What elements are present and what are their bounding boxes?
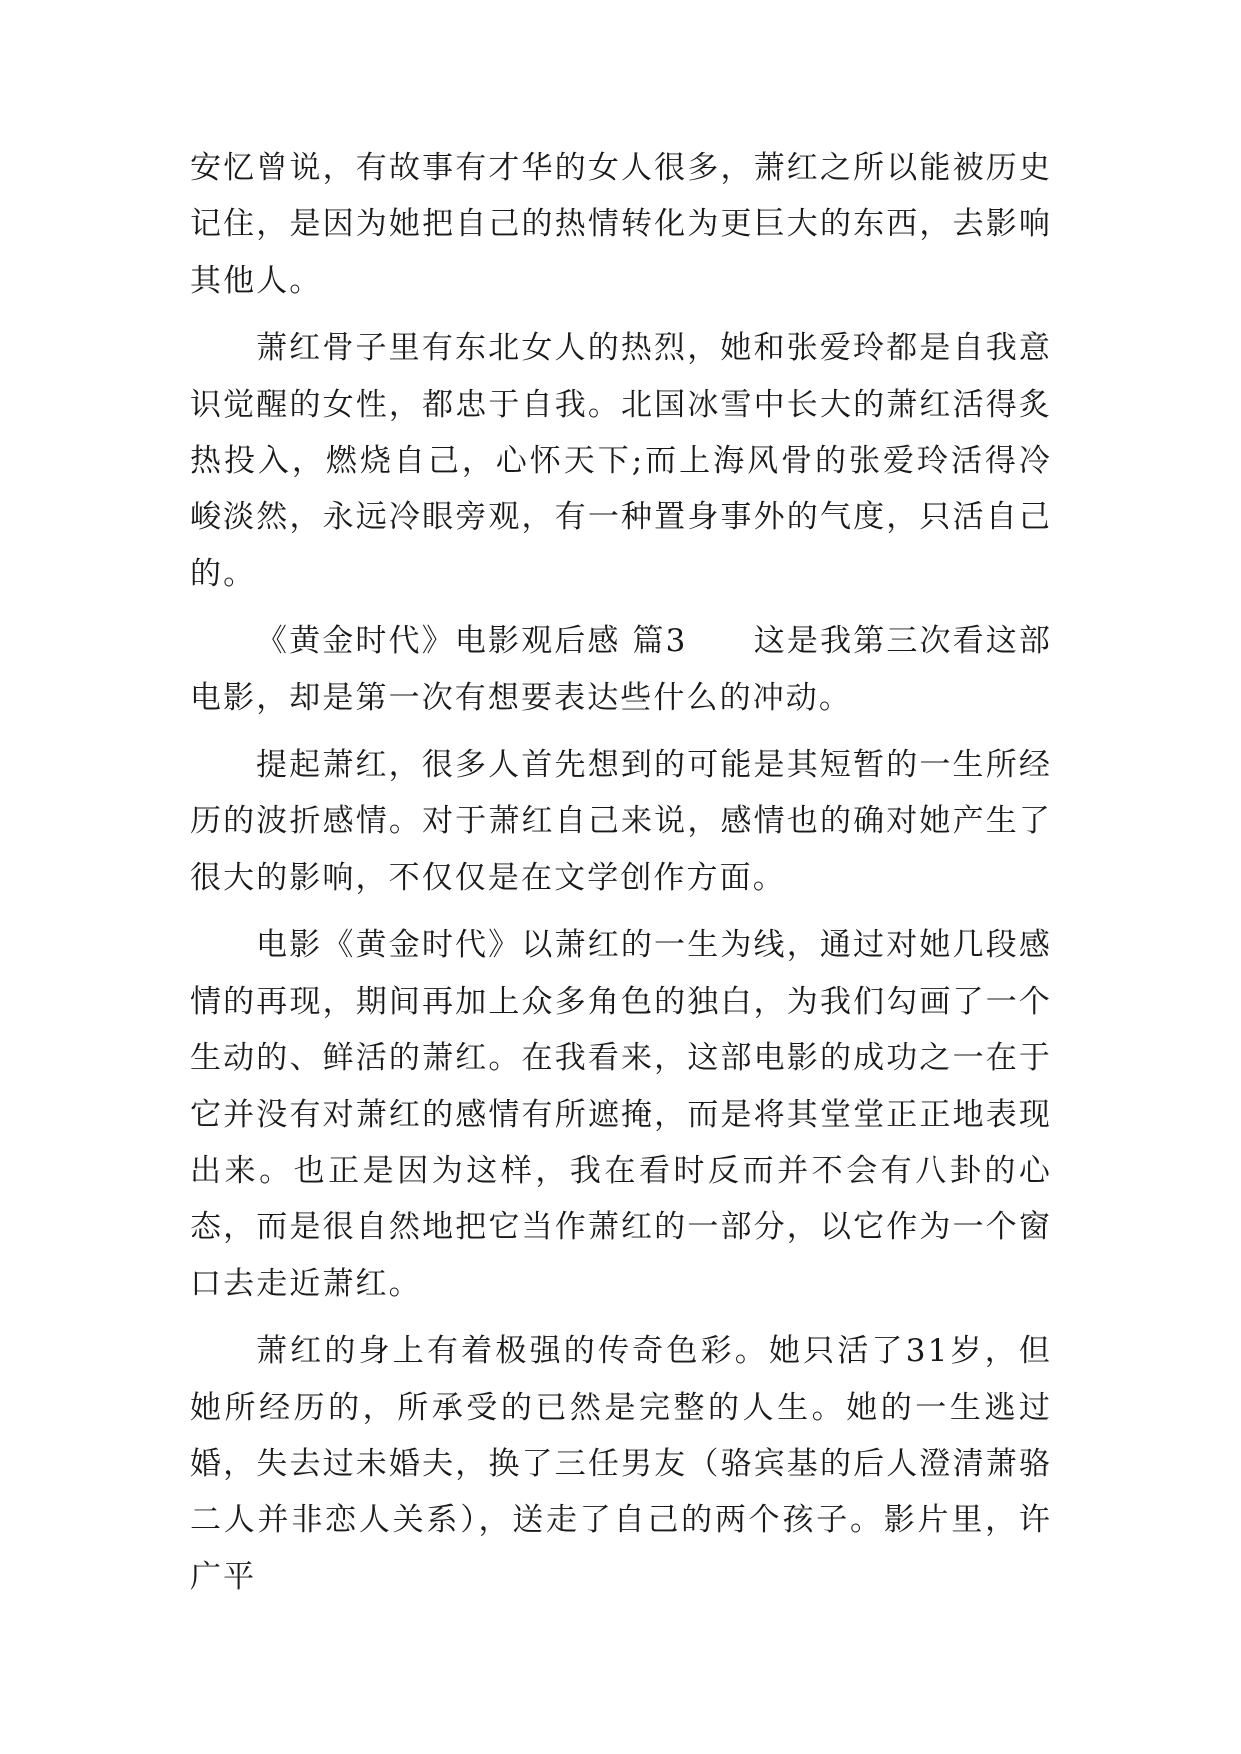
paragraph-6: 萧红的身上有着极强的传奇色彩。她只活了31岁，但她所经历的，所承受的已然是完整的人生。她的一生逃过婚，失去过未婚夫，换了三任男友（骆宾基的后人澄清萧骆二人并非恋人关系），送走了自己的两个孩子。影片里，许广平: [190, 1333, 1052, 1595]
paragraph-4: 提起萧红，很多人首先想到的可能是其短暂的一生所经历的波折感情。对于萧红自己来说，感情也的确对她产生了很大的影响，不仅仅是在文学创作方面。: [190, 747, 1052, 896]
paragraph-5: 电影《黄金时代》以萧红的一生为线，通过对她几段感情的再现，期间再加上众多角色的独白，为我们勾画了一个生动的、鲜活的萧红。在我看来，这部电影的成功之一在于它并没有对萧红的感情有所遮掩，而是将其堂堂正正地表现出来。也正是因为这样，我在看时反而并不会有八卦的心态，而是很自然地把它当作萧红的一部分，以它作为一个窗口去走近萧红。: [190, 927, 1052, 1302]
paragraph-1: 安忆曾说，有故事有才华的女人很多，萧红之所以能被历史记住，是因为她把自己的热情转化为更巨大的东西，去影响其他人。: [190, 150, 1052, 299]
paragraph-3: 《黄金时代》电影观后感 篇3 这是我第三次看这部电影，却是第一次有想要表达些什么的冲动。: [190, 623, 1052, 716]
article-body: [190, 140, 1052, 1616]
paragraph-2: 萧红骨子里有东北女人的热烈，她和张爱玲都是自我意识觉醒的女性，都忠于自我。北国冰雪中长大的萧红活得炙热投入，燃烧自己，心怀天下;而上海风骨的张爱玲活得冷峻淡然，永远冷眼旁观，有一种置身事外的气度，只活自己的。: [190, 330, 1052, 592]
